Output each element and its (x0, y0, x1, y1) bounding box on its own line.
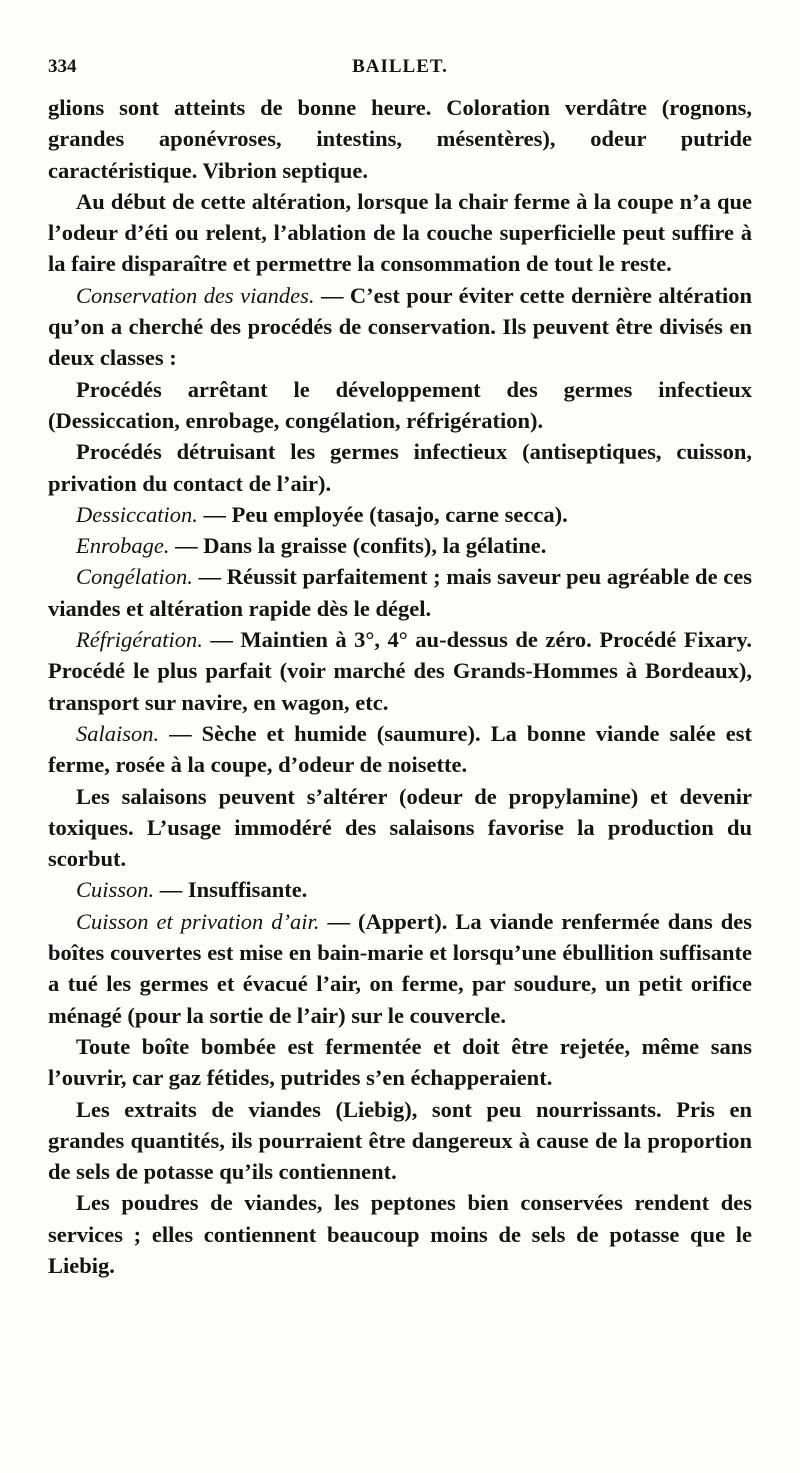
running-head: BAILLET. (352, 56, 448, 77)
section-paragraph (48, 718, 752, 781)
section-paragraph (48, 499, 752, 530)
paragraph-text: Procédés arrêtant le développement des germes infectieux (Dessiccation, enrobage, congélation, réfrigération). (48, 376, 752, 433)
section-title: Salaison. (76, 720, 160, 746)
paragraph-text: Les salaisons peuvent s’altérer (odeur de propylamine) et devenir toxiques. L’usage immodéré des salaisons favorise la production du scorbut. (48, 783, 752, 872)
paragraph-text: Les poudres de viandes, les peptones bien conservées rendent des services ; elles contiennent beaucoup moins de sels de potasse que le Liebig. (48, 1190, 752, 1278)
paragraph-text: Toute boîte bombée est fermentée et doit être rejetée, même sans l’ouvrir, car gaz fétides, putrides s’en échapperaient. (48, 1033, 752, 1091)
paragraph-text: — Insuffisante. (154, 877, 308, 903)
paragraph (48, 1031, 752, 1094)
section-paragraph (48, 874, 752, 905)
paragraph-text: — Dans la graisse (confits), la gélatine. (169, 533, 547, 559)
paragraph-text: — Sèche et humide (saumure). La bonne viande salée est ferme, rosée à la coupe, d’odeur de noisette. (48, 720, 752, 778)
section-title: Cuisson et privation d’air. (76, 908, 320, 934)
body-text (48, 92, 752, 1281)
paragraph-text: Les extraits de viandes (Liebig), sont peu nourrissants. Pris en grandes quantités, ils pourraient être dangereux à cause de la proportion de sels de potasse qu’ils contiennent. (48, 1096, 752, 1185)
paragraph (48, 186, 752, 280)
section-paragraph (48, 624, 752, 718)
page-header (48, 56, 752, 84)
section-paragraph (48, 530, 752, 561)
paragraph-text: Procédés détruisant les germes infectieux (antiseptiques, cuisson, privation du contact de l’air). (48, 439, 752, 496)
paragraph (48, 781, 752, 875)
paragraph-text: — Réussit parfaitement ; mais saveur peu agréable de ces viandes et altération rapide dès le dégel. (48, 564, 752, 621)
section-title: Cuisson. (76, 877, 155, 903)
paragraph (48, 92, 752, 186)
section-paragraph (48, 280, 752, 374)
paragraph (48, 1187, 752, 1281)
section-paragraph (48, 561, 752, 624)
paragraph (48, 1094, 752, 1188)
page-number: 334 (48, 56, 77, 77)
paragraph-text: Au début de cette altération, lorsque la chair ferme à la coupe n’a que l’odeur d’éti ou relent, l’ablation de la couche superficielle peut suffire à la faire disparaître et permettre la consommation de tout le reste. (48, 188, 752, 277)
section-title: Enrobage. (76, 533, 170, 559)
paragraph-text: glions sont atteints de bonne heure. Coloration verdâtre (rognons, grandes aponévroses, intestins, mésentères), odeur putride caractéristique. Vibrion septique. (48, 95, 752, 183)
paragraph-text: — Maintien à 3°, 4° au-dessus de zéro. Procédé Fixary. Procédé le plus parfait (voir marché des Grands-Hommes à Bordeaux), transport sur navire, en wagon, etc. (48, 627, 752, 715)
section-title: Réfrigération. (76, 627, 203, 653)
paragraph (48, 436, 752, 499)
section-title: Conservation des viandes. (76, 282, 315, 308)
paragraph-text: — (Appert). La viande renfermée dans des boîtes couvertes est mise en bain-marie et lorsqu’une ébullition suffisante a tué les germes et évacué l’air, on ferme, par soudure, un petit orifice ménagé (pour la sortie de l’air) sur le couvercle. (48, 908, 752, 1028)
section-paragraph (48, 906, 752, 1031)
section-title: Congélation. (76, 564, 193, 590)
section-title: Dessiccation. (76, 501, 198, 527)
paragraph-text: — Peu employée (tasajo, carne secca). (197, 501, 568, 527)
paragraph-text: — C’est pour éviter cette dernière altération qu’on a cherché des procédés de conservation. Ils peuvent être divisés en deux classes : (48, 282, 753, 371)
paragraph (48, 374, 752, 437)
